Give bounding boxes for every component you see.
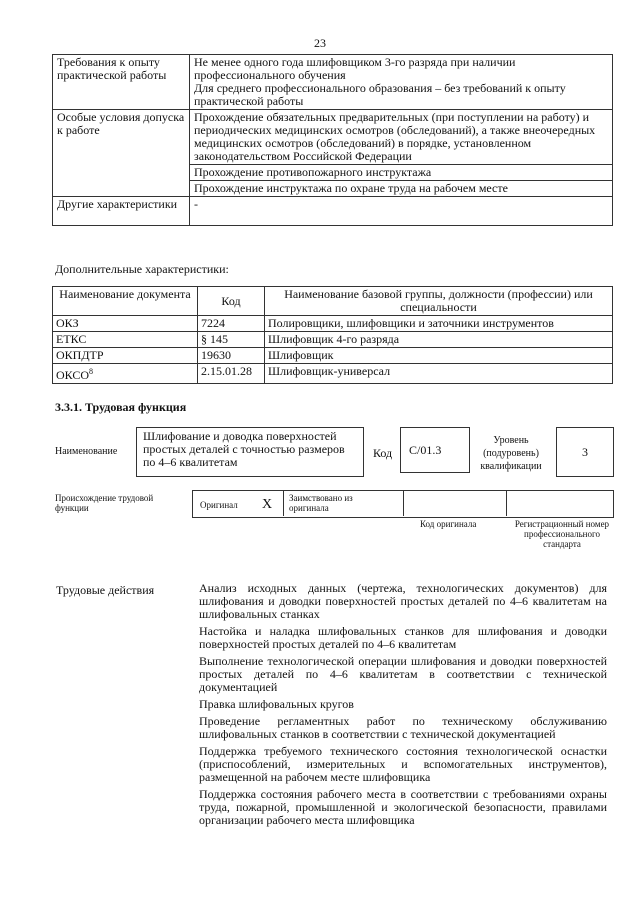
origin-divider bbox=[283, 490, 284, 516]
cell-doc: ОКПДТР bbox=[53, 348, 198, 364]
table-row bbox=[53, 55, 613, 110]
function-name-box: Шлифование и доводка поверхностей простых деталей с точностью размеров по 4–6 квалитетам bbox=[136, 427, 364, 477]
row-value: Прохождение обязательных предварительных (при поступлении на работу) и периодических медицинских осмотров (обследований), а также внеочередных медицинских осмотров (обследований) в порядке, установленном законодательством Российской Федерации bbox=[190, 110, 613, 165]
reg-number-label: Регистрационный номер профессионального стандарта bbox=[514, 519, 610, 549]
labor-action: Поддержка состояния рабочего места в соответствии с требованиями охраны труда, пожарной, промышленной и экологической безопасности, правилами организации рабочего места шлифовщика bbox=[199, 787, 607, 827]
table-row bbox=[53, 348, 613, 364]
borrowed-label: Заимствовано из оригинала bbox=[289, 493, 353, 513]
page-number: 23 bbox=[314, 36, 326, 50]
row-value: - bbox=[190, 197, 613, 226]
labor-action: Поддержка требуемого технического состояния технологической оснастки (приспособлений, измерительных и вспомогательных инструментов), размещенной на рабочем месте шлифовщика bbox=[199, 744, 607, 784]
origin-divider bbox=[506, 490, 507, 516]
table-row bbox=[53, 332, 613, 348]
labor-action: Выполнение технологической операции шлифования и доводки поверхностей простых деталей по 4–6 квалитетам в соответствии с технической документацией bbox=[199, 654, 607, 694]
name-label: Наименование bbox=[55, 446, 118, 457]
row-label: Другие характеристики bbox=[53, 197, 190, 226]
labor-action: Настойка и наладка шлифовальных станков для шлифования и доводки поверхностей простых деталей по 4–6 квалитетам bbox=[199, 624, 607, 651]
cell-name: Шлифовщик bbox=[265, 348, 613, 364]
header-code: Код bbox=[198, 287, 265, 316]
labor-action: Проведение регламентных работ по техническому обслуживанию шлифовальных станков в соответствии с технической документацией bbox=[199, 714, 607, 741]
original-mark: X bbox=[262, 497, 273, 512]
header-doc: Наименование документа bbox=[53, 287, 198, 316]
cell-name: Полировщики, шлифовщики и заточники инструментов bbox=[265, 316, 613, 332]
row-value: Прохождение противопожарного инструктажа bbox=[190, 165, 613, 181]
cell-code: 2.15.01.28 bbox=[198, 364, 265, 384]
cell-code: 7224 bbox=[198, 316, 265, 332]
cell-name: Шлифовщик 4-го разряда bbox=[265, 332, 613, 348]
origin-divider bbox=[403, 490, 404, 516]
cell-doc: ЕТКС bbox=[53, 332, 198, 348]
row-values bbox=[190, 55, 613, 110]
row-label: Особые условия допуска к работе bbox=[53, 110, 190, 197]
labor-actions-table bbox=[52, 580, 613, 829]
labor-action: Правка шлифовальных кругов bbox=[199, 697, 354, 711]
table-row bbox=[53, 316, 613, 332]
row-value: Прохождение инструктажа по охране труда на рабочем месте bbox=[190, 181, 613, 197]
table-row bbox=[52, 580, 613, 623]
footnote-mark: 8 bbox=[89, 367, 94, 376]
header-name: Наименование базовой группы, должности (профессии) или специальности bbox=[265, 287, 613, 316]
requirements-table bbox=[52, 54, 613, 226]
labor-actions-label: Трудовые действия bbox=[56, 583, 155, 597]
additional-table bbox=[52, 286, 613, 384]
origin-label: Происхождение трудовой функции bbox=[55, 493, 154, 513]
cell-code: 19630 bbox=[198, 348, 265, 364]
additional-heading: Дополнительные характеристики: bbox=[55, 262, 229, 276]
labor-action: Анализ исходных данных (чертежа, технологических документов) для шлифования и доводки поверхностей простых деталей по 4–6 квалитетам на шлифовальных станках bbox=[199, 581, 607, 621]
level-value-box: 3 bbox=[556, 427, 614, 477]
cell-name: Шлифовщик-универсал bbox=[265, 364, 613, 384]
cell-doc bbox=[53, 364, 198, 384]
table-row bbox=[53, 110, 613, 165]
row-value: Не менее одного года шлифовщиком 3-го разряда при наличии профессионального обучения bbox=[194, 55, 516, 82]
cell-doc: ОКЗ bbox=[53, 316, 198, 332]
origin-code-label: Код оригинала bbox=[420, 519, 477, 529]
code-label: Код bbox=[373, 446, 393, 460]
section-title: 3.3.1. Трудовая функция bbox=[55, 400, 187, 414]
doc-text: ОКСО bbox=[56, 368, 90, 382]
table-row bbox=[53, 197, 613, 226]
cell-code: § 145 bbox=[198, 332, 265, 348]
level-label: Уровень (подуровень) квалификации bbox=[480, 435, 542, 472]
row-value: Для среднего профессионального образования – без требований к опыту практической работы bbox=[194, 81, 566, 108]
table-row bbox=[53, 364, 613, 384]
code-value-box: C/01.3 bbox=[400, 427, 470, 473]
original-label: Оригинал bbox=[200, 500, 238, 510]
table-header-row bbox=[53, 287, 613, 316]
row-label: Требования к опыту практической работы bbox=[53, 55, 190, 110]
